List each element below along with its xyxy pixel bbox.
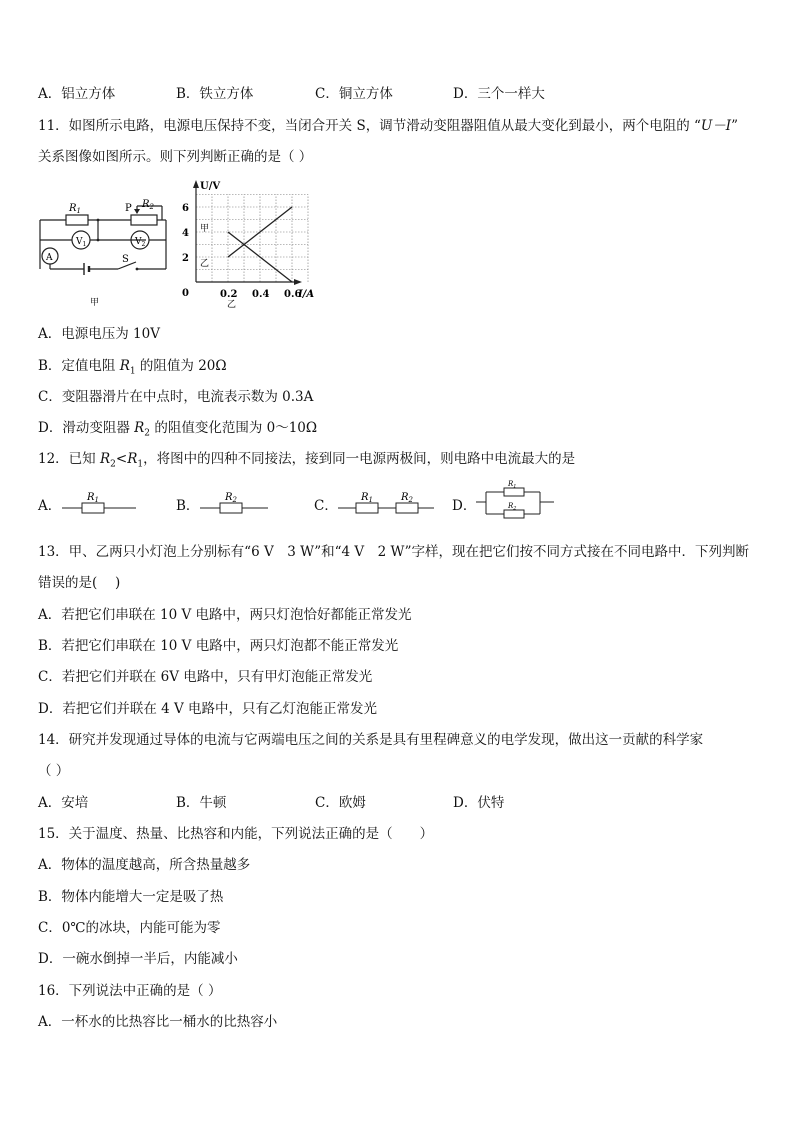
q11-ui-graph [178,176,328,310]
q11-option-c: C．变阻器滑片在中点时，电流表示数为 0.3A [38,389,314,405]
q13-option-d: D．若把它们并联在 4 V 电路中，只有乙灯泡能正常发光 [38,701,378,717]
q13-option-c: C．若把它们并联在 6V 电路中，只有甲灯泡能正常发光 [38,669,373,685]
circuit-p-label: P [125,203,132,214]
graph-xlabel: I/A [298,289,315,300]
svg-text:R2: $R_2$ [508,502,517,512]
q15-stem: 15．关于温度、热量、比热容和内能，下列说法正确的是（ ） [38,826,434,842]
q11-option-d: D．滑动变阻器 $R_2$ 的阻值变化范围为 0～10Ω [38,420,318,439]
svg-text:R2: $R_2$ [225,492,237,504]
circuit-r2-label: $R_2$ [142,199,154,211]
q12-label-d: D． [452,498,477,514]
circuit-caption: 甲 [90,298,100,308]
q12-circuit-a [60,486,140,516]
graph-ytick: 6 [182,203,189,214]
graph-yticks [182,203,189,264]
q12-stem: 12．已知 $R_2<R_1$，将图中的四种不同接法，接到同一电源两极间，则电路中电流最大的是 [38,451,576,470]
q13-stem-line2: 错误的是( ) [38,575,121,591]
q12-label-a: A． [38,498,62,514]
q16-stem: 16．下列说法中正确的是（ ） [38,983,222,999]
q15-option-a: A．物体的温度越高，所含热量越多 [38,857,251,873]
q15-option-c: C．0℃的冰块，内能可能为零 [38,920,221,936]
circuit-switch-label: S [122,254,129,265]
q13-option-b: B．若把它们串联在 10 V 电路中，两只灯泡都不能正常发光 [38,638,399,654]
circuit-r1-label: $R_1$ [69,203,81,215]
q10-option-d: D．三个一样大 [453,86,545,102]
q11-stem-ui: U－I [700,118,732,134]
svg-text:R2: $R_2$ [401,492,413,504]
graph-label-yi: 乙 [200,259,210,269]
q14-option-c: C．欧姆 [315,795,366,811]
circuit-v1-label: $V_1$ [76,237,87,248]
graph-origin: 0 [182,288,189,299]
q12-circuit-d [474,478,558,524]
q12-circuit-b [198,486,278,516]
graph-label-jia: 甲 [200,224,210,234]
q12-label-b: B． [176,498,200,514]
q11-option-a: A．电源电压为 10V [38,326,160,342]
q12-label-c: C． [314,498,338,514]
q14-option-d: D．伏特 [453,795,505,811]
q14-option-b: B．牛顿 [176,795,227,811]
circuit-v2-label: $V_2$ [135,237,146,248]
graph-xtick: 0.2 [220,289,238,300]
q13-stem-line1: 13．甲、乙两只小灯泡上分别标有“6 V 3 W”和“4 V 2 W”字样，现在把它们按不同方式接在不同电路中．下列判断 [38,544,750,560]
q14-stem-line2: （ ） [38,763,70,779]
graph-caption: 乙 [227,300,237,310]
q11-stem-line1 [38,114,738,134]
svg-text:R1: $R_1$ [361,492,373,504]
q11-option-b: B．定值电阻 $R_1$ 的阻值为 20Ω [38,358,227,377]
graph-ytick: 4 [182,228,189,239]
q15-option-b: B．物体内能增大一定是吸了热 [38,889,224,905]
q15-option-d: D．一碗水倒掉一半后，内能减小 [38,951,238,967]
q13-option-a: A．若把它们串联在 10 V 电路中，两只灯泡恰好都能正常发光 [38,607,412,623]
q14-option-a: A．安培 [38,795,89,811]
graph-ytick: 2 [182,253,189,264]
q10-option-c: C．铜立方体 [315,86,393,102]
graph-xtick: 0.6 [284,289,302,300]
q10-option-a: A．铝立方体 [38,86,116,102]
graph-xticks [220,289,301,300]
q16-option-a: A．一杯水的比热容比一桶水的比热容小 [38,1014,278,1030]
q11-circuit-diagram [36,192,176,312]
q14-stem-line1: 14．研究并发现通过导体的电流与它两端电压之间的关系是具有里程碑意义的电学发现，做出这一贡献的科学家 [38,732,704,748]
graph-xtick: 0.4 [252,289,270,300]
q10-option-b: B．铁立方体 [176,86,254,102]
circuit-ammeter-label: A [46,253,53,263]
svg-text:R1: $R_1$ [87,492,99,504]
svg-text:R1: $R_1$ [508,480,517,490]
q11-stem-line2: 关系图像如图所示。则下列判断正确的是（ ） [38,149,313,165]
q12-circuit-c [336,486,436,516]
q11-stem-text: 11．如图所示电路，电源电压保持不变，当闭合开关 S，调节滑动变阻器阻值从最大变化到最小，两个电阻的 “ [38,118,701,134]
graph-ylabel: U/V [200,181,221,192]
q11-stem-quote-end: ” [731,118,739,134]
